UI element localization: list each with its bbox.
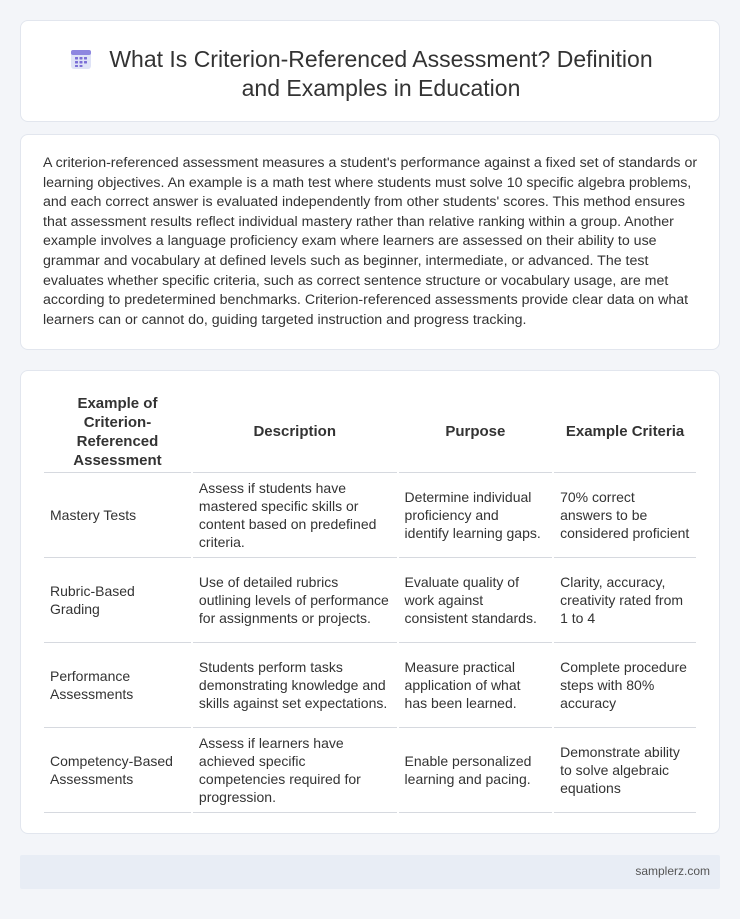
table-cell: Competency-Based Assessments — [44, 728, 191, 813]
table-cell: Measure practical application of what has been learned. — [399, 643, 553, 728]
table-cell: Mastery Tests — [44, 473, 191, 558]
table-cell: Enable personalized learning and pacing. — [399, 728, 553, 813]
table-cell: Assess if students have mastered specific skills or content based on predefined criteria. — [193, 473, 397, 558]
assessment-table — [42, 391, 698, 813]
table-row — [44, 728, 696, 813]
title-card — [20, 20, 720, 122]
column-header: Example Criteria — [554, 391, 696, 473]
table-cell: 70% correct answers to be considered proficient — [554, 473, 696, 558]
table-cell: Assess if learners have achieved specific competencies required for progression. — [193, 728, 397, 813]
intro-card — [20, 134, 720, 350]
table-cell: Performance Assessments — [44, 643, 191, 728]
table-cell: Rubric-Based Grading — [44, 558, 191, 643]
table-cell: Complete procedure steps with 80% accuracy — [554, 643, 696, 728]
page-title: What Is Criterion-Referenced Assessment? Definition and Examples in Education — [109, 46, 653, 101]
table-row — [44, 473, 696, 558]
table-card — [20, 370, 720, 834]
table-row — [44, 643, 696, 728]
table-cell: Use of detailed rubrics outlining levels of performance for assignments or projects. — [193, 558, 397, 643]
column-header: Description — [193, 391, 397, 473]
table-cell: Clarity, accuracy, creativity rated from 1 to 4 — [554, 558, 696, 643]
footer-bar — [20, 855, 720, 889]
table-cell: Determine individual proficiency and identify learning gaps. — [399, 473, 553, 558]
column-header: Example of Criterion-Referenced Assessment — [44, 391, 191, 473]
table-cell: Evaluate quality of work against consistent standards. — [399, 558, 553, 643]
table-row — [44, 558, 696, 643]
table-cell: Students perform tasks demonstrating knowledge and skills against set expectations. — [193, 643, 397, 728]
table-cell: Demonstrate ability to solve algebraic equations — [554, 728, 696, 813]
table-header-row — [44, 391, 696, 473]
column-header: Purpose — [399, 391, 553, 473]
footer-site-link[interactable]: samplerz.com — [635, 864, 710, 878]
intro-paragraph: A criterion-referenced assessment measures a student's performance against a fixed set of standards or learning objectives. An example is a math test where students must solve 10 specific algebra problems, and each correct answer is evaluated independently from other students' scores. This method ensures that assessment results reflect individual mastery rather than relative ranking within a group. Another example involves a language proficiency exam where learners are assessed on their ability to use grammar and vocabulary at defined levels such as beginner, intermediate, or advanced. The test evaluates whether specific criteria, such as correct sentence structure or vocabulary usage, are met according to predetermined benchmarks. Criterion-referenced assessments provide clear data on what learners can or cannot do, guiding targeted instruction and progress tracking. — [43, 155, 698, 328]
